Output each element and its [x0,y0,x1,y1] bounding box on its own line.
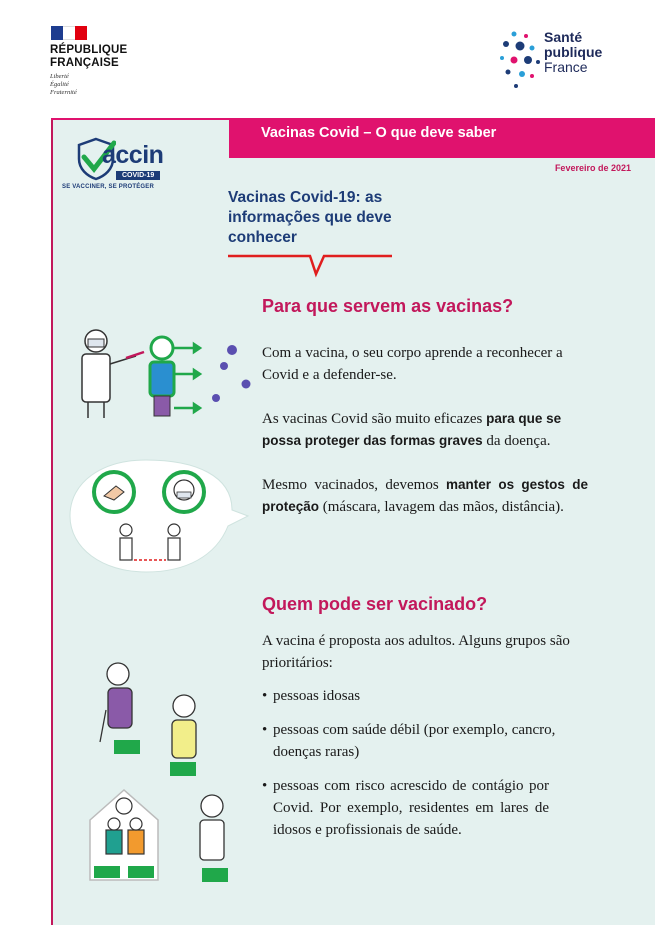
republique-francaise-logo [50,26,160,97]
banner-title: Vacinas Covid – O que deve saber [229,118,655,158]
paragraph-body-learns: Com a vacina, o seu corpo aprende a reconhecer a Covid e a defender-se. [262,345,563,383]
list-item: • pessoas com saúde débil (por exemplo, cancro, doenças raras) [262,719,592,763]
paragraph-adults: A vacina é proposta aos adultos. Alguns grupos são prioritários: [262,633,570,671]
banner-rule [51,118,229,120]
publication-date: Fevereiro de 2021 [554,163,631,173]
intro-title: Vacinas Covid-19: as informações que deve conhecer [228,189,392,246]
vaccin-covid-logo: accin COVID-19 SE VACCINER, SE PROTÉGER [76,135,176,195]
doctor-vaccinating-illustration [66,326,256,426]
section-heading-who: Quem pode ser vacinado? [262,594,488,614]
marianne-flag-icon [51,26,87,40]
priority-groups-list [262,685,592,853]
republique-name: RÉPUBLIQUE FRANÇAISE [50,44,128,69]
spf-dots-icon [498,30,542,94]
priority-groups-illustration [84,660,244,890]
list-item: • pessoas com risco acrescido de contágio por Covid. Por exemplo, residentes em lares de idosos e profissionais de saúde. [262,775,549,841]
spf-wordmark: Santé publique France [544,29,603,75]
list-item: • pessoas idosas [262,685,592,707]
paragraph-efficacy: As vacinas Covid são muito eficazes para que se possa proteger das formas graves da doença. [262,411,562,449]
sante-publique-france-logo [498,30,628,94]
section-heading-purpose: Para que servem as vacinas? [262,296,514,316]
republique-motto: Liberté Égalité Fraternité [50,73,77,96]
paragraph-protection-gestures: Mesmo vacinados, devemos manter os gestos de proteção (máscara, lavagem das mãos, distância). [262,477,588,515]
barrier-gestures-illustration [66,456,250,576]
speech-bubble-underline [226,250,396,280]
